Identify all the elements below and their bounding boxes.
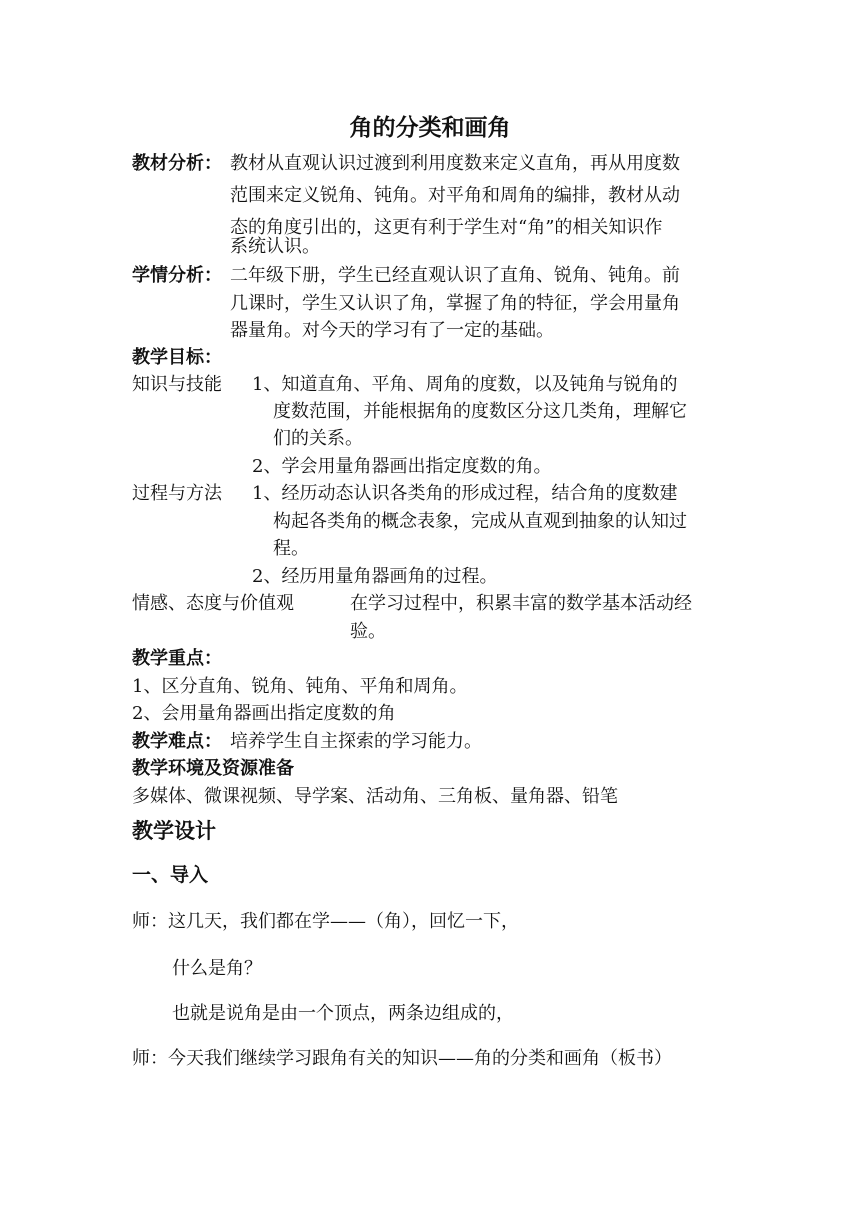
design-heading: 教学设计 <box>132 819 216 843</box>
student-line: 二年级下册，学生已经直观认识了直角、锐角、钝角。前 <box>230 265 680 286</box>
emotion-label: 情感、态度与价值观 <box>132 593 294 614</box>
resources-label: 教学环境及资源准备 <box>132 758 294 779</box>
emotion-line: 在学习过程中，积累丰富的数学基本活动经 <box>350 593 692 614</box>
process-item: 构起各类角的概念表象，完成从直观到抽象的认知过 <box>273 511 687 532</box>
analysis-line: 教材从直观认识过渡到利用度数来定义直角，再从用度数 <box>230 153 680 174</box>
difficulty-label: 教学难点： <box>132 731 222 752</box>
knowledge-item: 1、知道直角、平角、周角的度数，以及钝角与锐角的 <box>252 374 678 395</box>
analysis-line: 系统认识。 <box>230 236 320 257</box>
key-points-label: 教学重点： <box>132 648 222 669</box>
process-item: 1、经历动态认识各类角的形成过程，结合角的度数建 <box>252 483 678 504</box>
knowledge-item: 们的关系。 <box>273 428 363 449</box>
dialogue-line: 什么是角？ <box>172 958 262 979</box>
process-label: 过程与方法 <box>132 483 222 504</box>
student-line: 几课时，学生又认识了角，掌握了角的特征，学会用量角 <box>230 293 680 314</box>
difficulty-text: 培养学生自主探索的学习能力。 <box>230 731 482 752</box>
key-point-item: 1、区分直角、锐角、钝角、平角和周角。 <box>132 676 468 697</box>
resources-text: 多媒体、微课视频、导学案、活动角、三角板、量角器、铅笔 <box>132 786 618 807</box>
page-title: 角的分类和画角 <box>349 115 511 141</box>
dialogue-line: 师：今天我们继续学习跟角有关的知识——角的分类和画角（板书） <box>132 1048 672 1069</box>
analysis-line: 范围来定义锐角、钝角。对平角和周角的编排，教材从动 <box>230 185 680 206</box>
dialogue-line: 师：这几天，我们都在学——（角），回忆一下， <box>132 911 519 932</box>
knowledge-label: 知识与技能 <box>132 374 222 395</box>
emotion-line: 验。 <box>350 621 386 642</box>
student-line: 器量角。对今天的学习有了一定的基础。 <box>230 320 554 341</box>
student-label: 学情分析： <box>132 265 222 286</box>
analysis-line: 态的角度引出的，这更有利于学生对“角”的相关知识作 <box>230 217 663 238</box>
section-heading: 一、导入 <box>132 864 209 886</box>
analysis-label: 教材分析： <box>132 153 222 174</box>
knowledge-item: 2、学会用量角器画出指定度数的角。 <box>252 456 552 477</box>
goals-label: 教学目标： <box>132 347 222 368</box>
process-item: 2、经历用量角器画角的过程。 <box>252 566 498 587</box>
key-point-item: 2、会用量角器画出指定度数的角 <box>132 703 396 724</box>
process-item: 程。 <box>273 538 309 559</box>
knowledge-item: 度数范围，并能根据角的度数区分这几类角，理解它 <box>273 401 687 422</box>
dialogue-line: 也就是说角是由一个顶点，两条边组成的， <box>172 1003 514 1024</box>
